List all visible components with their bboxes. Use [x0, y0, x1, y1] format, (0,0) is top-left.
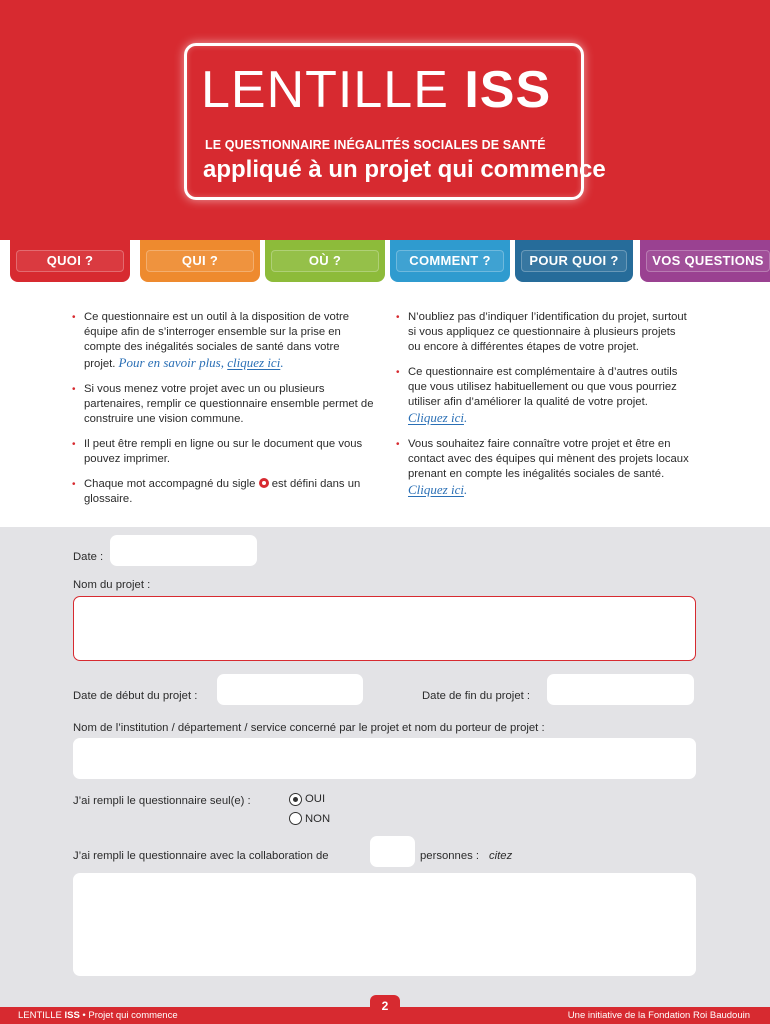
tab-quoi-label: QUOI ?	[16, 250, 124, 272]
project-form	[0, 527, 770, 1007]
non-label: NON	[305, 813, 331, 825]
filled-alone-label: J’ai rempli le questionnaire seul(e) :	[73, 795, 251, 807]
intro-text: Si vous menez votre projet avec un ou plusieurs partenaires, remplir ce questionnaire ensemble permet de construire une vision commune.	[84, 383, 374, 425]
collaborators-names-field[interactable]	[73, 873, 696, 976]
tab-pour-quoi-label: POUR QUOI ?	[521, 250, 627, 272]
section-tabs	[0, 240, 770, 286]
document-subtitle-2: appliqué à un projet qui commence	[203, 156, 606, 183]
intro-section	[0, 300, 770, 525]
intro-bullet	[396, 310, 690, 355]
tab-vos-questions-label: VOS QUESTIONS	[646, 250, 770, 272]
title-box	[184, 43, 606, 200]
learn-more-lead: Pour en savoir plus,	[118, 355, 228, 370]
project-name-label: Nom du projet :	[73, 579, 151, 591]
intro-text: Il peut être rempli en ligne ou sur le document que vous pouvez imprimer.	[84, 438, 363, 465]
click-here-link[interactable]: Cliquez ici	[408, 482, 464, 497]
intro-bullet	[396, 437, 690, 499]
document-title	[201, 60, 551, 120]
collaboration-label: J’ai rempli le questionnaire avec la collaboration de	[73, 850, 329, 862]
tab-ou[interactable]	[265, 240, 385, 282]
tab-vos-questions[interactable]	[640, 240, 770, 282]
intro-bullet	[72, 310, 374, 372]
tab-qui-label: QUI ?	[146, 250, 254, 272]
intro-bullet	[72, 382, 374, 427]
footer-title-light: LENTILLE	[18, 1010, 65, 1021]
intro-bullet	[72, 477, 374, 507]
learn-more-link[interactable]: cliquez ici	[227, 355, 281, 370]
link-tail: .	[463, 410, 468, 425]
non-radio[interactable]	[289, 812, 302, 825]
intro-text: Ce questionnaire est un outil à la disposition de votre équipe afin de s’interroger ensemble sur la prise en compte des inégalités sociales de santé dans votre projet.	[84, 311, 350, 370]
intro-text: est défini dans un glossaire.	[84, 478, 361, 505]
end-date-field[interactable]	[547, 674, 694, 705]
date-field[interactable]	[110, 535, 257, 566]
project-name-field[interactable]	[73, 596, 696, 661]
title-bold: ISS	[464, 61, 552, 119]
click-here-link[interactable]: Cliquez ici	[408, 410, 464, 425]
tab-comment-label: COMMENT ?	[396, 250, 504, 272]
date-label: Date :	[73, 551, 104, 563]
footer-doc-name: • Projet qui commence	[79, 1010, 178, 1021]
document-subtitle: LE QUESTIONNAIRE INÉGALITÉS SOCIALES DE SANTÉ	[205, 138, 546, 152]
start-date-label: Date de début du projet :	[73, 690, 198, 702]
header-banner	[0, 0, 770, 240]
intro-text: Chaque mot accompagné du sigle	[84, 478, 259, 490]
footer-title-bold: ISS	[64, 1010, 80, 1021]
link-tail: .	[463, 482, 468, 497]
page-number: 2	[370, 995, 400, 1017]
tab-qui[interactable]	[140, 240, 260, 282]
institution-field[interactable]	[73, 738, 696, 779]
intro-text: Ce questionnaire est complémentaire à d’autres outils que vous utilisez habituellement ou que vous pourriez utiliser afin d’améliorer la qualité de votre projet.	[408, 366, 678, 408]
intro-text: N’oubliez pas d’indiquer l’identification du projet, surtout si vous appliquez ce questionnaire à plusieurs projets ou encore à différentes étapes de votre projet.	[408, 311, 687, 353]
tab-pour-quoi[interactable]	[515, 240, 633, 282]
intro-left-column	[72, 310, 374, 517]
title-light: LENTILLE	[201, 61, 465, 119]
oui-label: OUI	[305, 793, 326, 805]
page-footer	[0, 999, 770, 1024]
oui-radio[interactable]	[289, 793, 302, 806]
start-date-field[interactable]	[217, 674, 363, 705]
link-tail: .	[280, 355, 284, 370]
collaborator-count-field[interactable]	[370, 836, 415, 867]
glossary-sigle-icon	[259, 478, 269, 488]
intro-bullet	[396, 365, 690, 427]
intro-text: Vous souhaitez faire connaître votre projet et être en contact avec des équipes qui mènent des projets locaux prenant en compte les inégalités sociales de santé.	[408, 438, 689, 480]
end-date-label: Date de fin du projet :	[422, 690, 531, 702]
tab-comment[interactable]	[390, 240, 510, 282]
tab-quoi[interactable]	[10, 240, 130, 282]
footer-left	[18, 1010, 178, 1021]
institution-label: Nom de l’institution / département / service concerné par le projet et nom du porteur de projet :	[73, 722, 545, 734]
intro-right-column	[396, 310, 690, 509]
footer-credit: Une initiative de la Fondation Roi Baudouin	[567, 1010, 750, 1021]
cite-label: citez	[489, 850, 513, 862]
intro-bullet	[72, 437, 374, 467]
persons-label: personnes :	[420, 850, 480, 862]
tab-ou-label: OÙ ?	[271, 250, 379, 272]
